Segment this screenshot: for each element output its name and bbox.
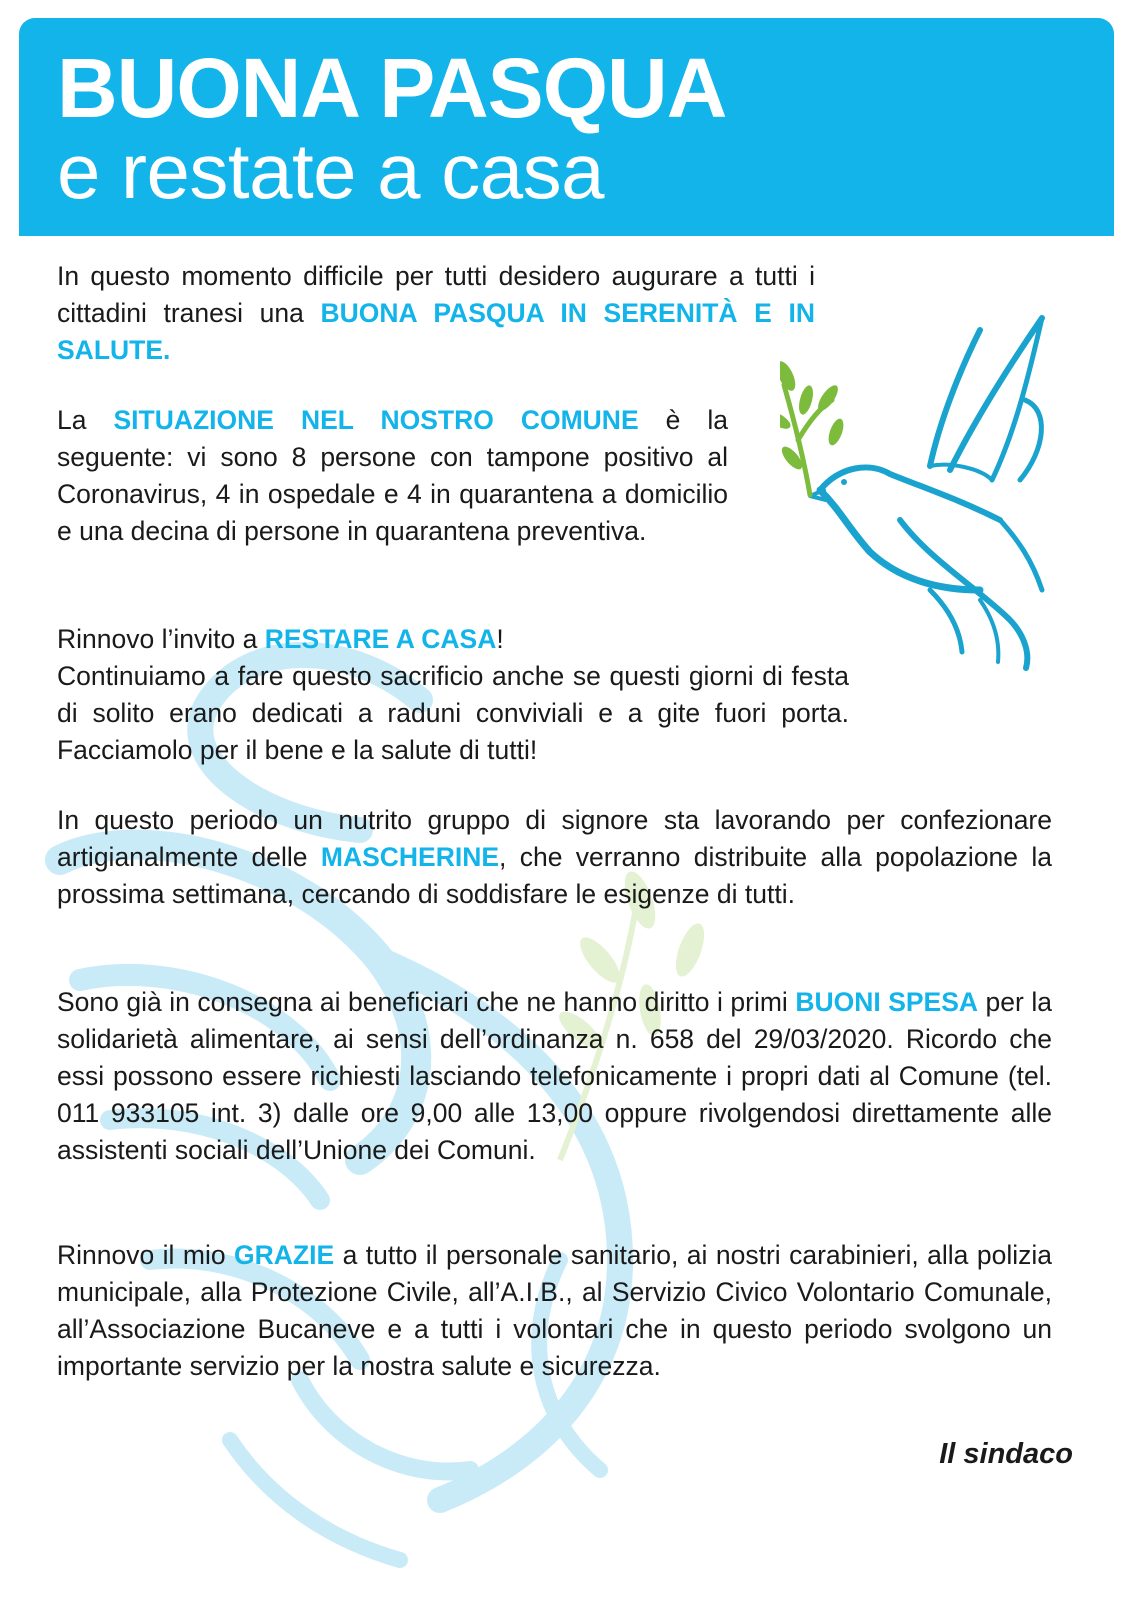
highlight-buoni-spesa: BUONI SPESA: [795, 987, 979, 1017]
paragraph-grazie-text: a tutto il personale sanitario, ai nostri carabinieri, alla polizia municipale, alla Protezione Civile, all’A.I.B., al Servizio Civico Volontario Comunale, all’Associazione Bucaneve e a tutti i volontari che in questo periodo svolgono un importante servizio per la nostra salute e sicurezza.: [57, 1240, 1052, 1381]
signature: Il sindaco: [939, 1438, 1073, 1470]
paragraph-restare-intro: Rinnovo l’invito a: [57, 624, 265, 654]
paragraph-restare-a-casa: [57, 621, 849, 769]
paragraph-mascherine: [57, 802, 1052, 913]
paragraph-restare-text: Continuiamo a fare questo sacrificio anche se questi giorni di festa di solito erano dedicati a raduni conviviali e a gite fuori porta. Facciamolo per il bene e la salute di tutti!: [57, 661, 849, 765]
highlight-situazione: SITUAZIONE NEL NOSTRO COMUNE: [113, 405, 639, 435]
paragraph-restare-end: !: [496, 624, 504, 654]
paragraph-mascherine-intro: In questo periodo un nutrito gruppo di signore sta lavorando per confezionare artigianalmente delle: [57, 805, 1052, 872]
paragraph-grazie-intro: Rinnovo il mio: [57, 1240, 235, 1270]
highlight-grazie: GRAZIE: [234, 1240, 335, 1270]
header-banner: [19, 18, 1114, 236]
paragraph-mascherine-text: , che verranno distribuite alla popolazione la prossima settimana, cercando di soddisfare le esigenze di tutti.: [57, 842, 1052, 909]
paragraph-greeting: [57, 258, 815, 369]
paragraph-situation-text: è la seguente: vi sono 8 persone con tampone positivo al Coronavirus, 4 in ospedale e 4 in quarantena a domicilio e una decina di persone in quarantena preventiva.: [57, 405, 728, 546]
paragraph-greeting-text: In questo momento difficile per tutti desidero augurare a tutti i cittadini tranesi una: [57, 261, 815, 328]
paragraph-buoni-spesa: [57, 984, 1052, 1169]
title-line-2: e restate a casa: [57, 127, 604, 215]
paragraph-situation: [57, 402, 728, 550]
paragraph-greeting-end: .: [163, 335, 171, 365]
paragraph-buoni-text: per la solidarietà alimentare, ai sensi dell’ordinanza n. 658 del 29/03/2020. Ricordo che essi possono essere richiesti lasciando telefonicamente i propri dati al Comune (tel. 011 933105 int. 3) dalle ore 9,00 alle 13,00 oppure rivolgendosi direttamente alle assistenti sociali dell’Unione dei Comuni.: [57, 987, 1052, 1165]
paragraph-buoni-intro: Sono già in consegna ai beneficiari che ne hanno diritto i primi: [57, 987, 796, 1017]
highlight-buona-pasqua: BUONA PASQUA IN SERENITÀ E IN SALUTE: [57, 298, 815, 365]
paragraph-grazie: [57, 1237, 1052, 1385]
title-line-1: BUONA PASQUA: [57, 41, 727, 135]
highlight-mascherine: MASCHERINE: [320, 842, 500, 872]
paragraph-situation-intro: La: [57, 405, 114, 435]
highlight-restare-a-casa: RESTARE A CASA: [264, 624, 497, 654]
